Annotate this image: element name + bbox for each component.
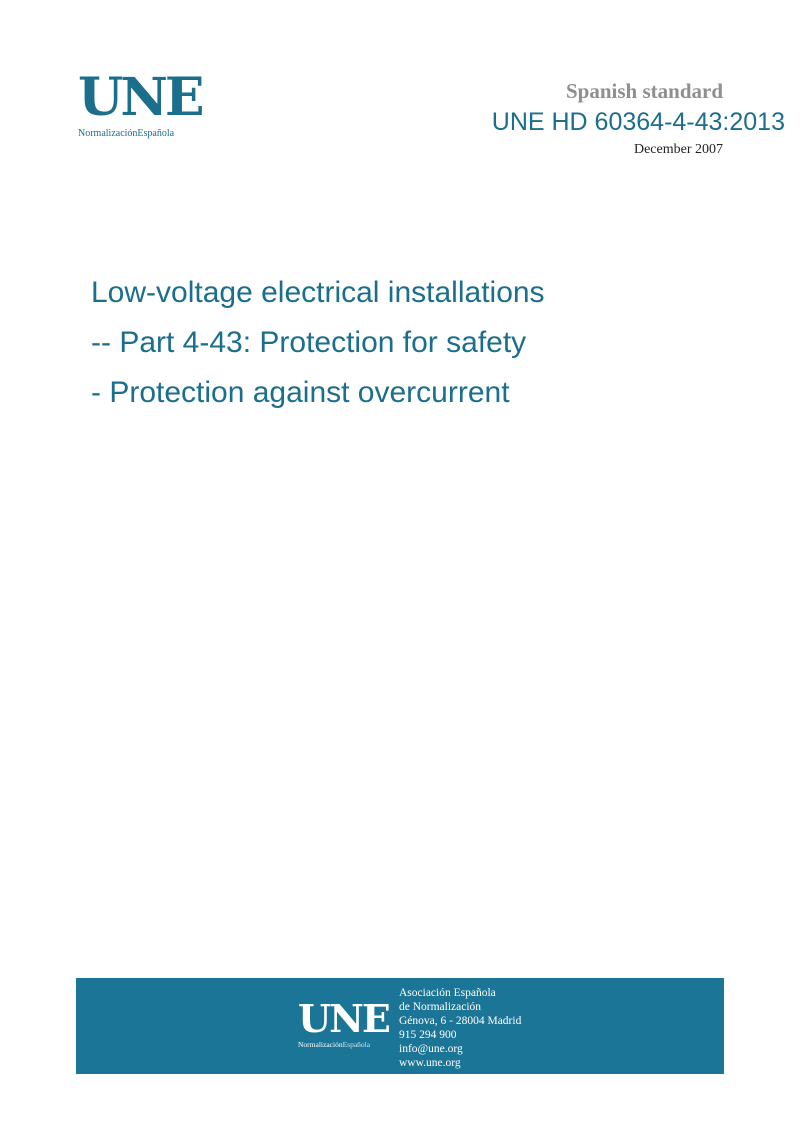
standard-code: UNE HD 60364-4-43:2013: [491, 108, 785, 136]
standard-date: December 2007: [633, 142, 723, 157]
standard-header: [425, 78, 785, 160]
footer-logo-tagline-b: Española: [342, 1040, 371, 1049]
footer-logo-mark: UNE: [298, 996, 389, 1041]
footer-band: [76, 978, 724, 1074]
title-line: -- Part 4-43: Protection for safety: [91, 326, 527, 359]
logo-tagline: [78, 128, 198, 139]
title-line: Low-voltage electrical installations: [91, 276, 545, 309]
standard-kind: Spanish standard: [566, 79, 723, 103]
organization-contact: [399, 986, 699, 1070]
logo-mark: UNE: [78, 67, 202, 128]
document-title: [91, 268, 731, 418]
organization-address: Génova, 6 - 28004 Madrid: [399, 1015, 522, 1027]
organization-name: Asociación Española: [399, 987, 496, 999]
organization-name-cont: de Normalización: [399, 1001, 482, 1013]
footer-logo-tagline: [298, 1040, 388, 1049]
organization-phone: 915 294 900: [399, 1029, 457, 1041]
logo-tagline-a: Normalización: [78, 128, 138, 139]
footer-logo-tagline-a: Normalización: [298, 1040, 343, 1049]
footer-une-logo: [298, 996, 389, 1049]
organization-website: www.une.org: [399, 1057, 461, 1069]
logo-tagline-b: Española: [137, 128, 175, 139]
une-logo: [78, 67, 202, 139]
organization-email: info@une.org: [399, 1043, 463, 1055]
title-line: - Protection against overcurrent: [91, 376, 510, 409]
